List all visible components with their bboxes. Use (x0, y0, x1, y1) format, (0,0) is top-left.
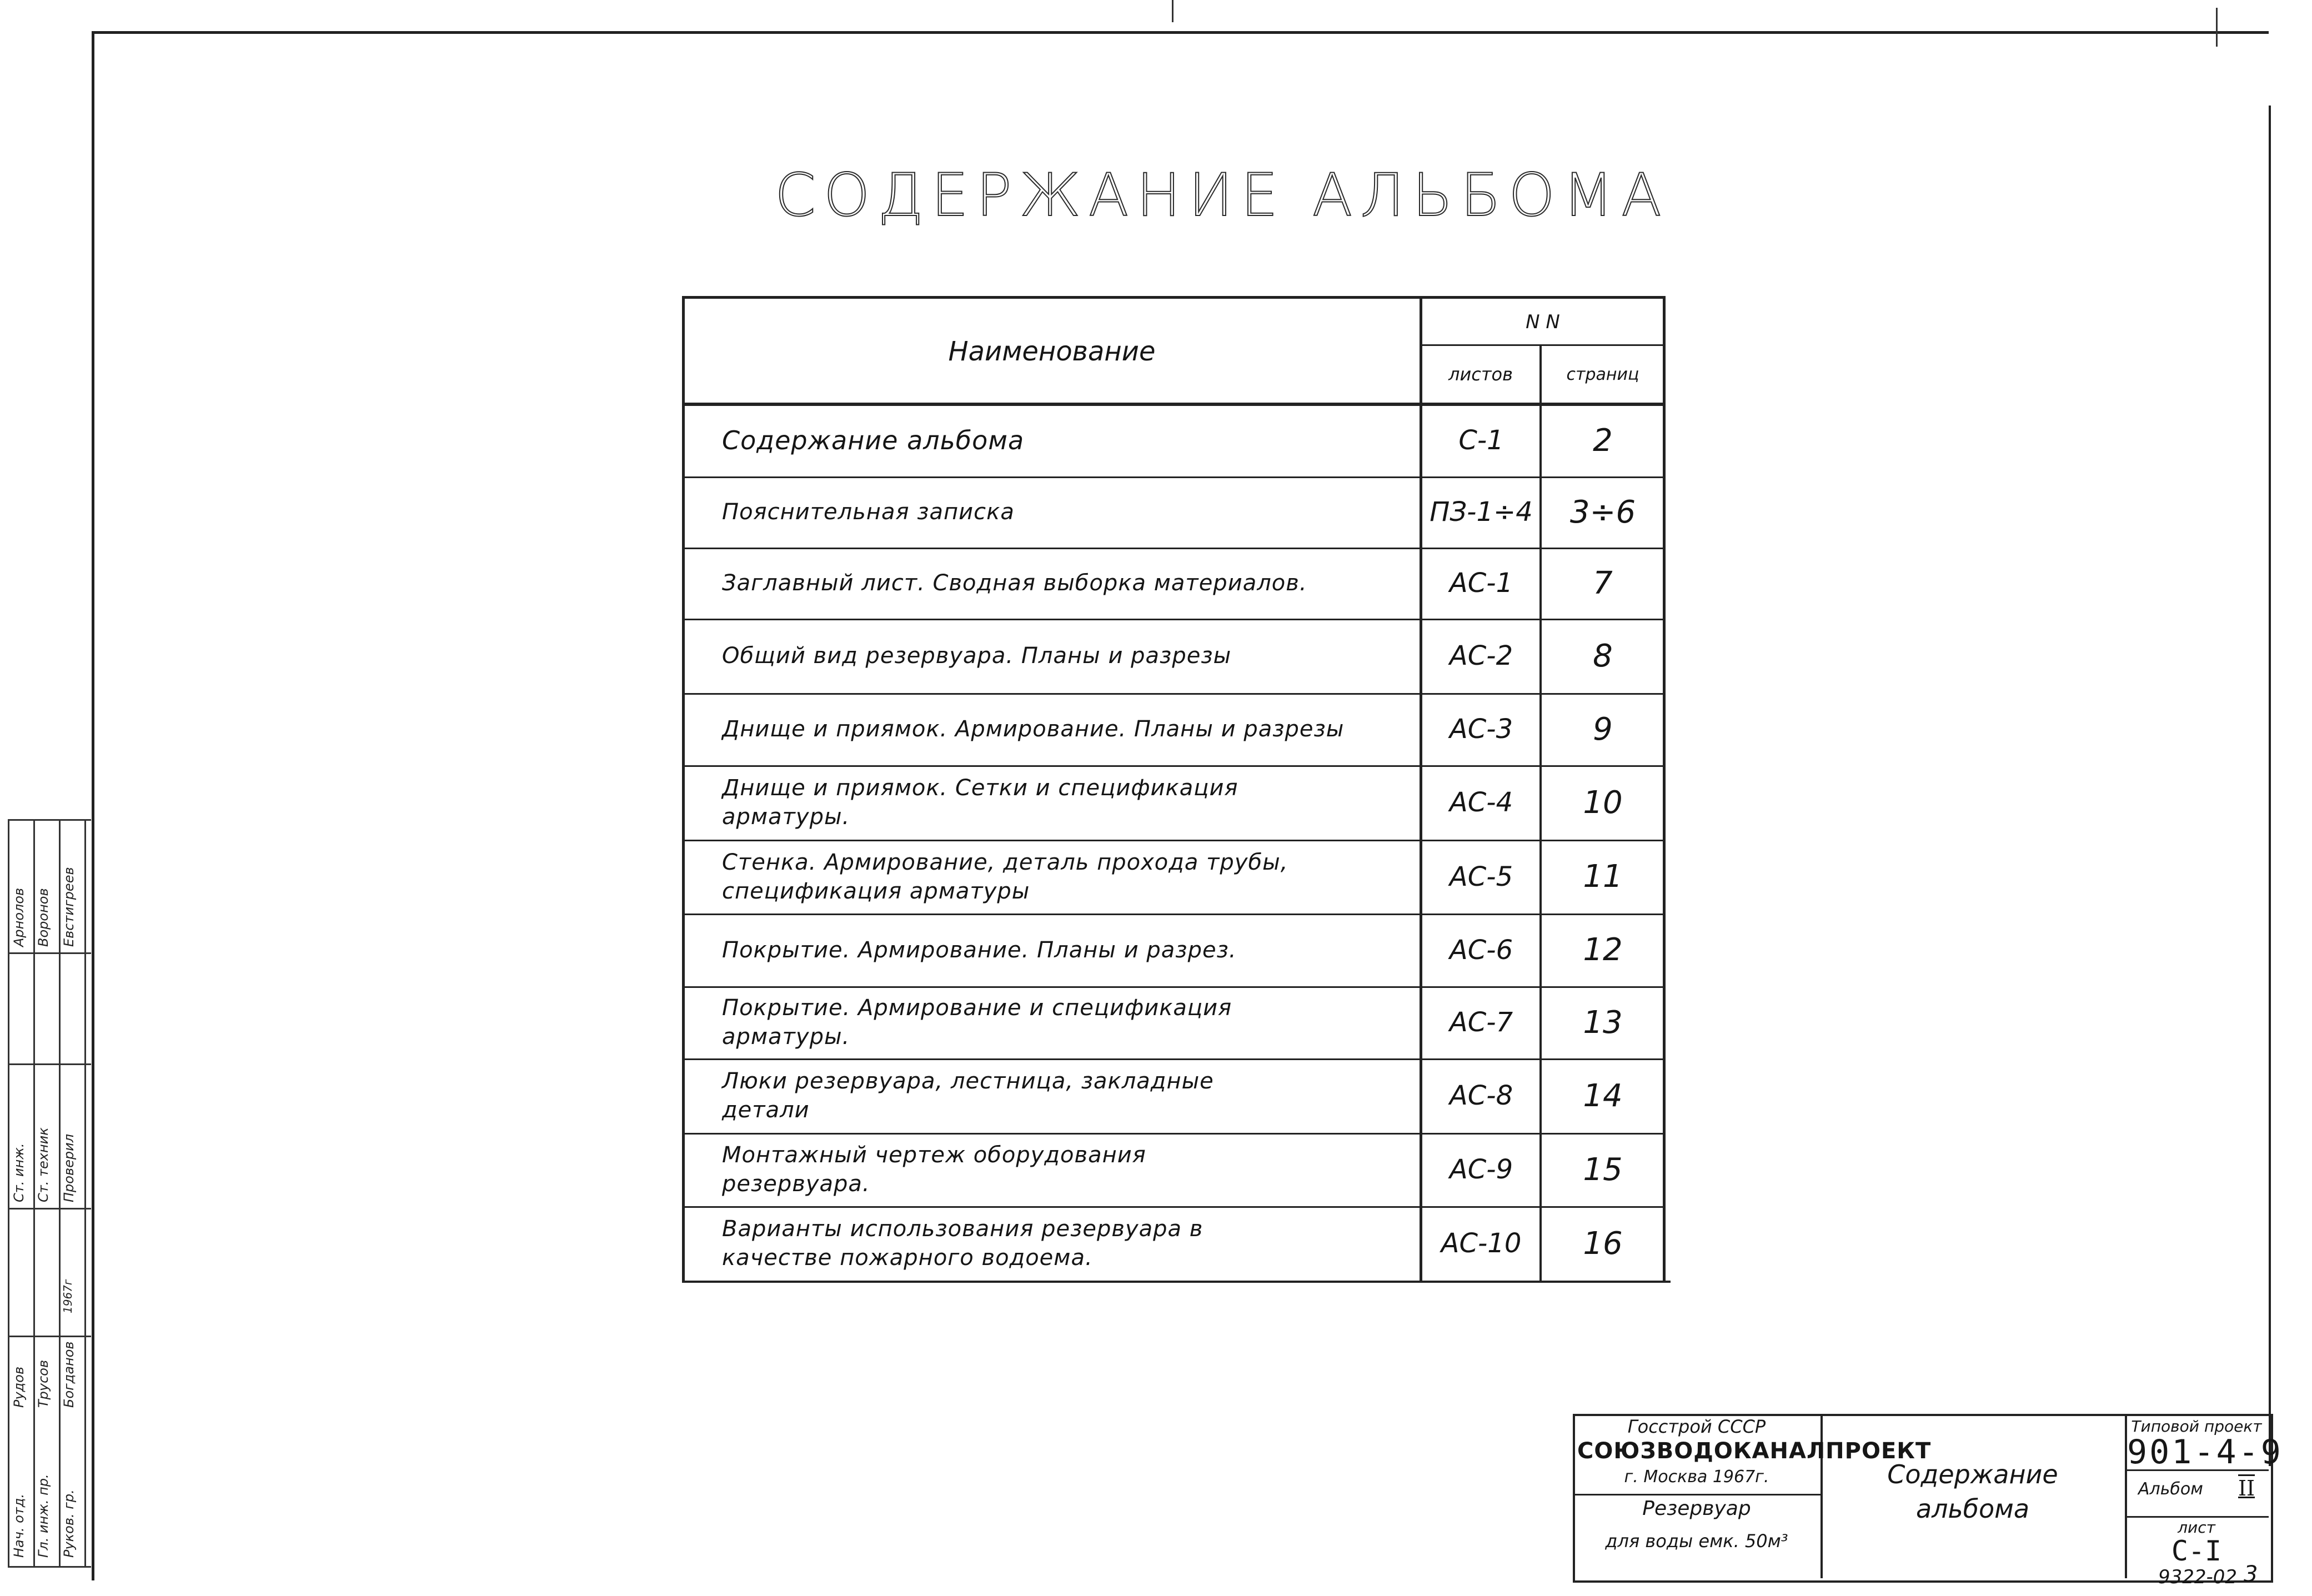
row-page: 2 (1593, 422, 1613, 459)
footer-archive-number: 9322-02 (2158, 1566, 2238, 1588)
row-name-line2: арматуры. (722, 804, 850, 830)
stamp-typical-project-label: Типовой проект (2131, 1417, 2262, 1436)
row-name-line1: Пояснительная записка (722, 499, 1015, 525)
row-sheet-code: АС-4 (1449, 787, 1513, 818)
row-name (722, 1058, 1411, 1133)
row-page: 14 (1583, 1077, 1623, 1114)
row-name (722, 914, 1411, 986)
row-name (722, 765, 1411, 840)
side-name-3: Евстигреев (61, 867, 77, 947)
stamp-agency: Госстрой СССР (1627, 1416, 1766, 1437)
side-name-2: Воронов (36, 888, 51, 947)
row-name (722, 986, 1411, 1058)
row-name (722, 1133, 1411, 1206)
stamp-sheet-number: С-I (2171, 1535, 2222, 1567)
stamp-organization: СОЮЗВОДОКАНАЛПРОЕКТ (1577, 1438, 1932, 1464)
row-sheet-code: АС-3 (1449, 714, 1513, 745)
side-signer-1: Рудов (11, 1366, 27, 1408)
row-name (722, 476, 1411, 548)
stamp-object-line2: для воды емк. 50м³ (1605, 1530, 1788, 1552)
side-role-1: Нач. отд. (11, 1493, 27, 1558)
row-name-line1: Люки резервуара, лестница, закладные (722, 1068, 1214, 1094)
signature-strip (8, 819, 91, 1566)
stamp-sheet-title-line2: альбома (1915, 1494, 2030, 1524)
stamp-sheet-label: лист (2178, 1518, 2215, 1537)
row-name-line1: Покрытие. Армирование. Планы и разрез. (722, 937, 1237, 963)
stamp-city: г. Москва 1967г. (1624, 1467, 1769, 1487)
row-page: 15 (1583, 1151, 1623, 1188)
row-name-line1: Днище и приямок. Армирование. Планы и разрезы (722, 716, 1345, 742)
row-sheet-code: АС-2 (1449, 640, 1513, 671)
row-page: 10 (1583, 784, 1623, 821)
side-label-1: Ст. инж. (11, 1143, 27, 1202)
side-role-3: Руков. гр. (61, 1489, 77, 1558)
row-sheet-code: АС-7 (1449, 1007, 1513, 1038)
stamp-album-number: II (2238, 1476, 2255, 1500)
top-edge-marks (2216, 8, 2218, 47)
stamp-sheet-title-line1: Содержание (1887, 1459, 2058, 1489)
row-sheet-code: АС-10 (1441, 1228, 1522, 1259)
side-label-2: Ст. техник (36, 1127, 51, 1202)
footer-page-number: 3 (2244, 1562, 2258, 1587)
row-page: 16 (1583, 1225, 1623, 1262)
side-label-3: Проверил (61, 1133, 77, 1202)
row-name (722, 548, 1411, 619)
row-name-line1: Заглавный лист. Сводная выборка материалов. (722, 570, 1307, 596)
row-name (722, 404, 1411, 476)
row-name-line1: Содержание альбома (722, 425, 1025, 455)
row-name-line2: детали (722, 1097, 810, 1123)
row-page: 9 (1593, 711, 1613, 747)
row-page: 12 (1583, 932, 1623, 968)
table-nn-divider (1420, 344, 1664, 346)
row-name-line2: спецификация арматуры (722, 878, 1030, 904)
row-name-line1: Общий вид резервуара. Планы и разрезы (722, 643, 1232, 669)
header-name: Наименование (948, 335, 1156, 367)
stamp-object-line1: Резервуар (1642, 1497, 1751, 1520)
row-page: 13 (1583, 1004, 1623, 1041)
side-date: 1967г (61, 1279, 74, 1313)
row-name-line1: Стенка. Армирование, деталь прохода трубы, (722, 849, 1288, 875)
frame-top-border (92, 31, 2269, 34)
row-sheet-code: АС-6 (1449, 934, 1513, 966)
row-page: 8 (1593, 638, 1613, 674)
row-name-line2: арматуры. (722, 1024, 850, 1050)
title-block-divider (1573, 1494, 1820, 1495)
row-name-line1: Варианты использования резервуара в (722, 1216, 1203, 1242)
stamp-project-number: 901-4-9 (2127, 1433, 2283, 1472)
table-top-border (682, 296, 1665, 299)
row-name-line1: Днище и приямок. Сетки и спецификация (722, 775, 1238, 801)
side-role-2: Гл. инж. пр. (36, 1474, 51, 1558)
side-name-1: Арнолов (11, 887, 27, 947)
header-nn: N N (1526, 311, 1560, 333)
side-signer-3: Богданов (61, 1341, 77, 1408)
table-col-divider-pages (1539, 344, 1542, 1282)
header-sheets: листов (1448, 364, 1513, 385)
frame-right-border (2269, 106, 2271, 1466)
row-page: 3÷6 (1569, 494, 1636, 530)
frame-left-border (92, 31, 94, 1580)
row-name-line2: качестве пожарного водоема. (722, 1245, 1093, 1271)
page-title: СОДЕРЖАНИЕ АЛЬБОМА (775, 161, 1669, 229)
row-sheet-code: ПЗ-1÷4 (1430, 496, 1533, 528)
row-sheet-code: АС-9 (1449, 1154, 1513, 1185)
top-edge-marks (1172, 0, 1173, 22)
row-sheet-code: АС-8 (1449, 1080, 1513, 1111)
table-bottom-border (682, 1281, 1671, 1283)
header-pages: страниц (1566, 364, 1639, 384)
row-name (722, 1206, 1411, 1281)
row-page: 11 (1583, 859, 1623, 895)
row-name (722, 619, 1411, 693)
row-name (722, 840, 1411, 914)
row-sheet-code: АС-1 (1449, 568, 1513, 599)
row-sheet-code: АС-5 (1449, 861, 1513, 892)
row-sheet-code: С-1 (1458, 425, 1504, 456)
side-signer-2: Трусов (36, 1359, 51, 1408)
row-name-line1: Покрытие. Армирование и спецификация (722, 995, 1232, 1021)
row-page: 7 (1593, 565, 1613, 601)
row-name (722, 693, 1411, 765)
title-block-divider (2125, 1516, 2269, 1518)
row-name-line2: резервуара. (722, 1171, 870, 1197)
row-name-line1: Монтажный чертеж оборудования (722, 1142, 1146, 1168)
stamp-album-label: Альбом (2138, 1479, 2203, 1499)
